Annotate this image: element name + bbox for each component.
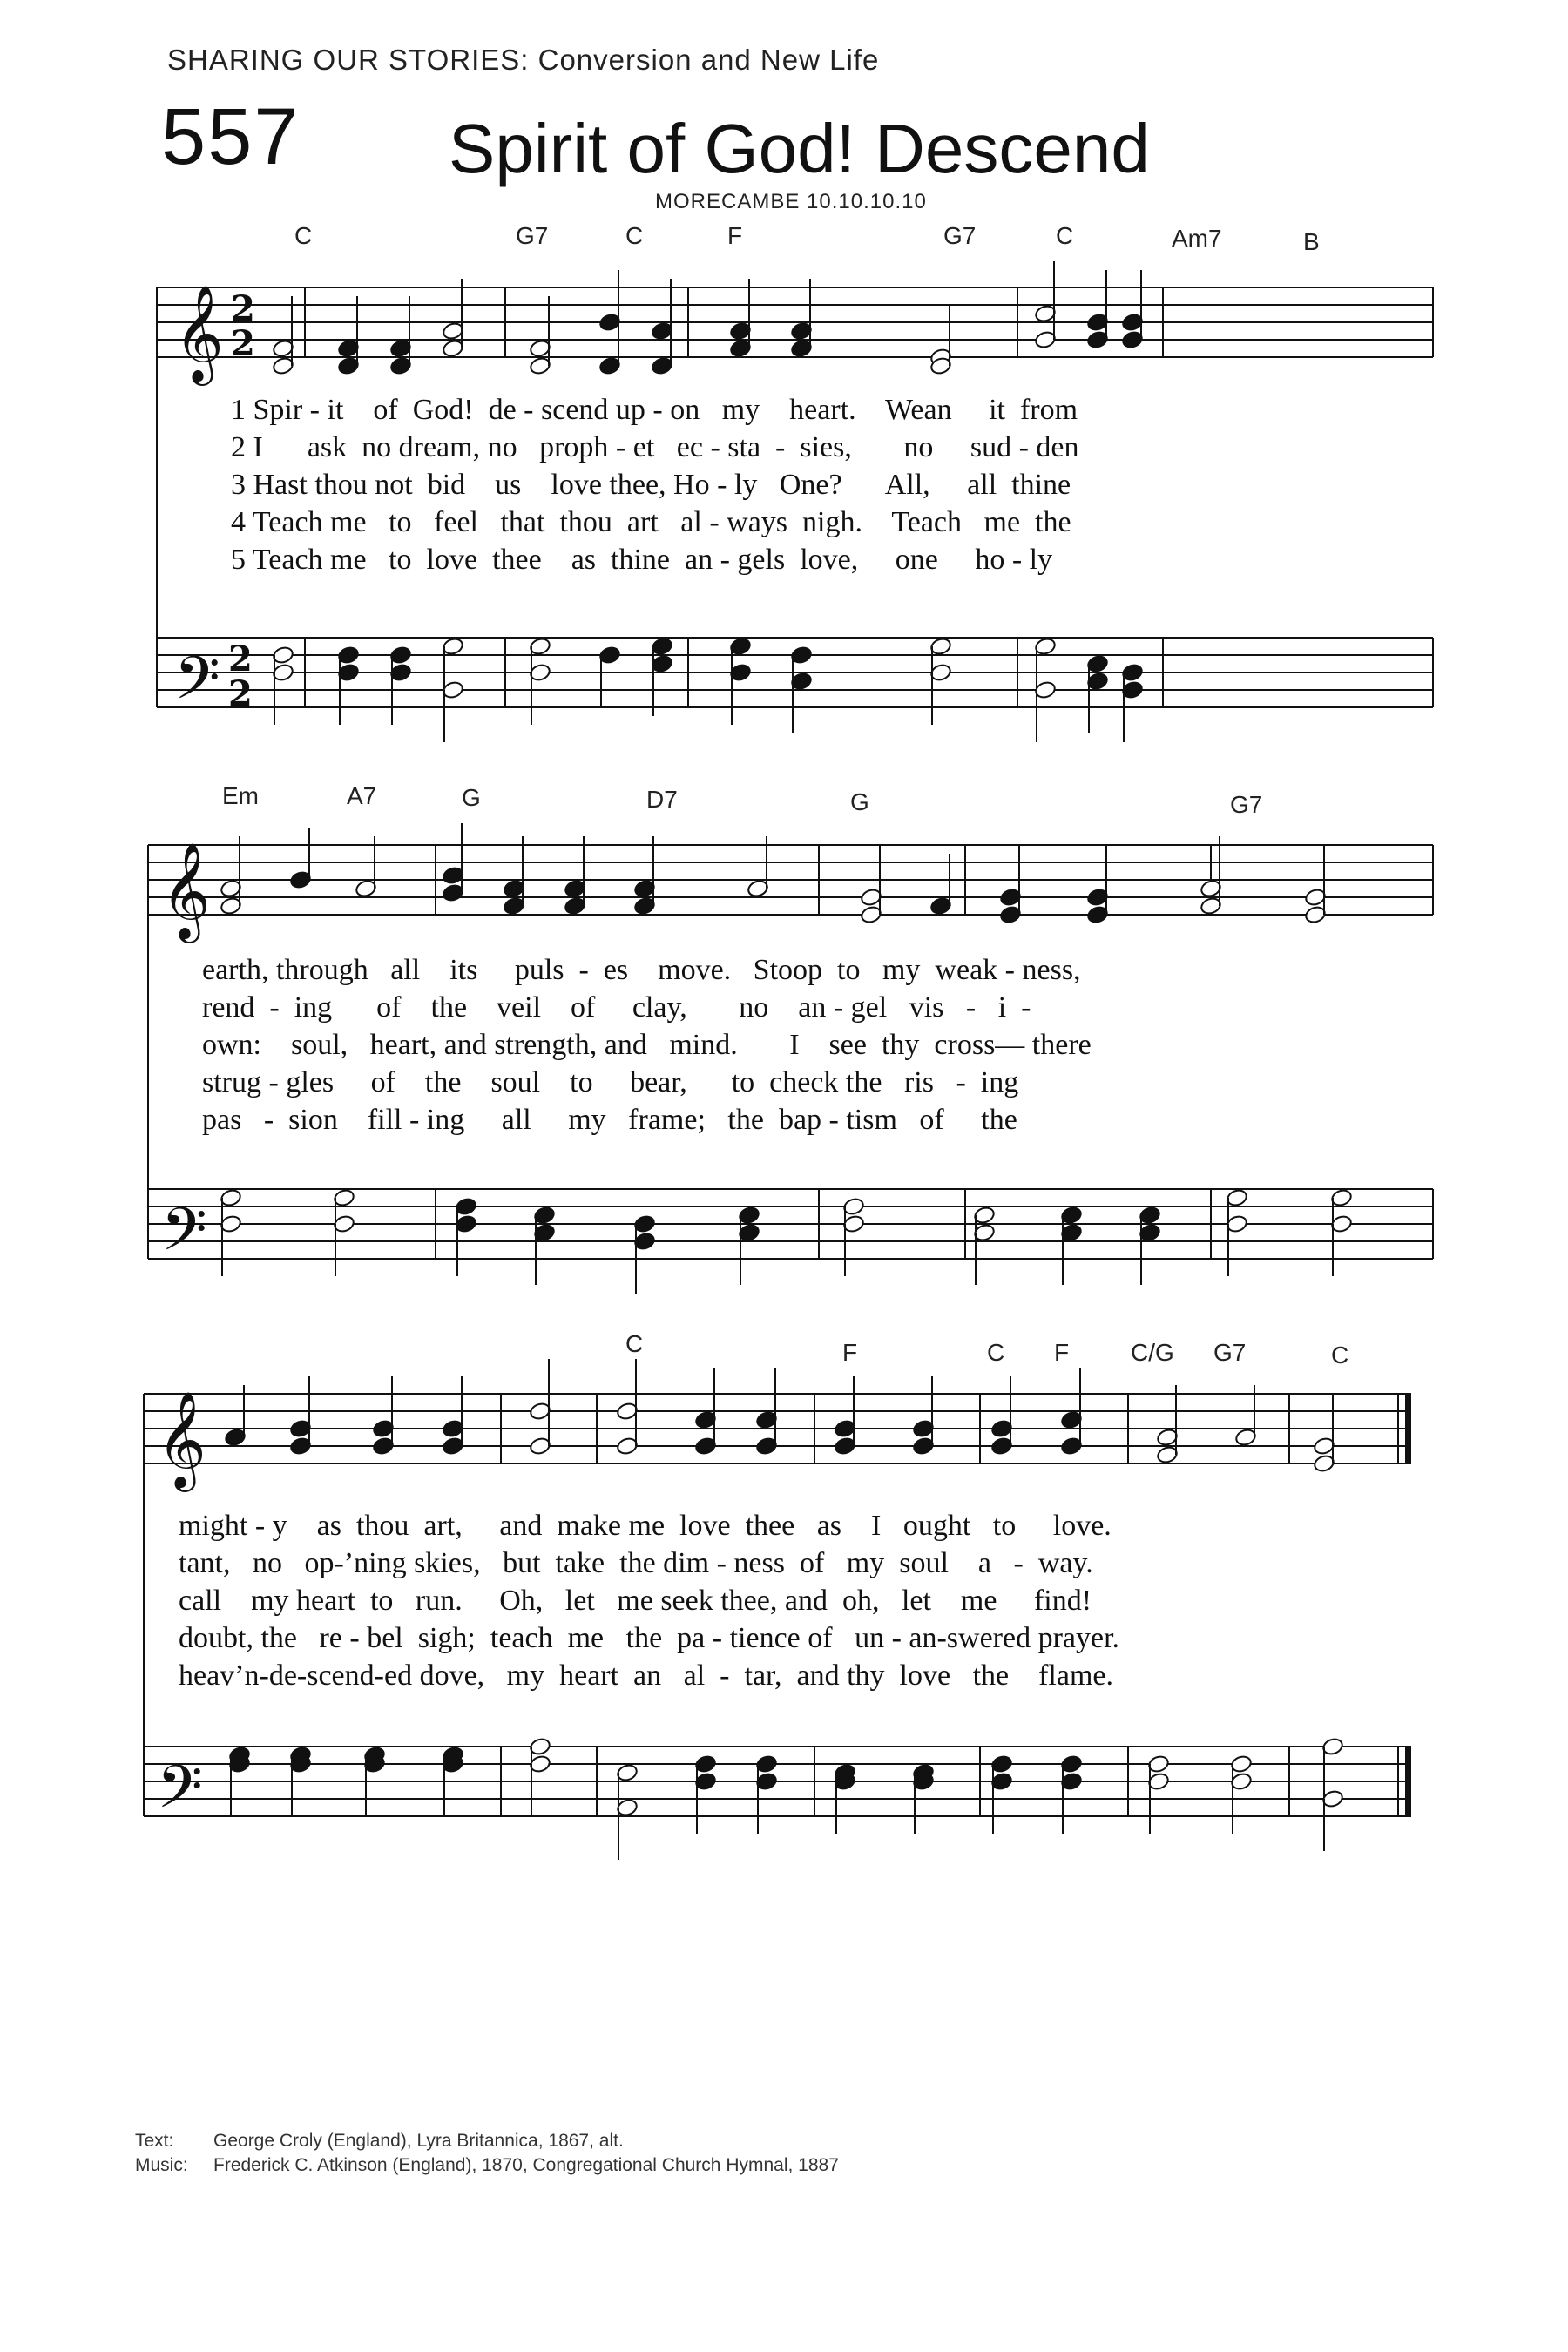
final-barline [1405,1394,1411,1463]
hymn-title: Spirit of God! Descend [449,110,1150,187]
chord-symbol: G7 [1213,1339,1247,1366]
final-barline [1405,1747,1411,1816]
hymn-number: 557 [161,92,301,181]
chord-symbol: Am7 [1172,225,1222,252]
text-credit-label: Text: [135,2131,174,2151]
lyric-line-verse-1: 1 Spir - it of God! de - scend up - on my heart. Wean it from [231,394,1078,426]
chord-symbol: G [462,784,481,811]
treble-clef: 𝄞 [157,1390,206,1488]
chord-symbol: G7 [943,222,977,249]
bass-clef: 𝄢 [161,1196,207,1279]
time-signature: 2 [228,639,253,679]
treble-staff [144,1394,1411,1463]
chord-symbol: F [1054,1339,1070,1366]
chord-symbol: B [1303,228,1320,255]
lyric-line-verse-5: heav’n-de-scend-ed dove, my heart an al - tar, and thy love the flame. [179,1659,1114,1692]
lyric-line-verse-1: earth, through all its puls - es move. Stoop to my weak - ness, [202,954,1081,986]
chord-symbol: C/G [1131,1339,1174,1366]
lyric-line-verse-3: call my heart to run. Oh, let me seek thee, and oh, let me find! [179,1585,1092,1617]
chord-symbol: D7 [646,786,678,813]
section-header: SHARING OUR STORIES: Conversion and New Life [167,44,880,76]
chord-symbol: G7 [1230,791,1263,818]
chord-symbol: C [625,1330,644,1357]
lyric-line-verse-2: tant, no op-’ning skies, but take the dim - ness of my soul a - way. [179,1547,1093,1579]
music-credit-value: Frederick C. Atkinson (England), 1870, Congregational Church Hymnal, 1887 [213,2155,839,2175]
time-signature: 2 [231,323,255,364]
lyric-line-verse-4: strug - gles of the soul to bear, to check the ris - ing [202,1066,1019,1098]
chord-symbol: C [625,222,644,249]
lyric-line-verse-5: 5 Teach me to love thee as thine an - gels love, one ho - ly [231,544,1053,576]
chord-symbol: F [842,1339,858,1366]
chord-symbol: G [850,788,869,815]
bass-clef: 𝄢 [157,1754,203,1836]
treble-staff [148,845,1433,915]
chord-symbol: C [1056,222,1074,249]
lyric-line-verse-4: 4 Teach me to feel that thou art al - ways nigh. Teach me the [231,506,1071,538]
lyric-line-verse-2: rend - ing of the veil of clay, no an - gel vis - i - [202,991,1031,1024]
lyric-line-verse-5: pas - sion fill - ing all my frame; the bap - tism of the [202,1104,1017,1136]
barlines [305,287,1433,707]
treble-clef: 𝄞 [161,841,211,939]
bass-clef: 𝄢 [174,645,220,727]
chord-symbol: C [294,222,313,249]
chord-symbol: C [1331,1342,1349,1369]
lyric-line-verse-4: doubt, the re - bel sigh; teach me the pa - tience of un - an-swered prayer. [179,1622,1120,1654]
lyric-line-verse-3: own: soul, heart, and strength, and mind. I see thy cross— there [202,1029,1092,1061]
time-signature: 2 [231,288,255,329]
bass-staff [144,1747,1411,1816]
lyric-line-verse-3: 3 Hast thou not bid us love thee, Ho - ly One? All, all thine [231,469,1071,501]
treble-clef: 𝄞 [174,284,224,382]
lyric-line-verse-2: 2 I ask no dream, no proph - et ec - sta - sies, no sud - den [231,431,1079,463]
chord-symbol: Em [222,782,259,809]
chord-symbol: C [987,1339,1005,1366]
tune-name: MORECAMBE 10.10.10.10 [655,190,927,213]
chord-symbol: G7 [516,222,549,249]
music-credit-label: Music: [135,2155,188,2175]
chord-symbol: A7 [347,782,377,809]
text-credit-value: George Croly (England), Lyra Britannica, 1867, alt. [213,2131,624,2151]
chord-symbol: F [727,222,743,249]
lyric-line-verse-1: might - y as thou art, and make me love thee as I ought to love. [179,1510,1112,1542]
time-signature: 2 [228,673,253,714]
